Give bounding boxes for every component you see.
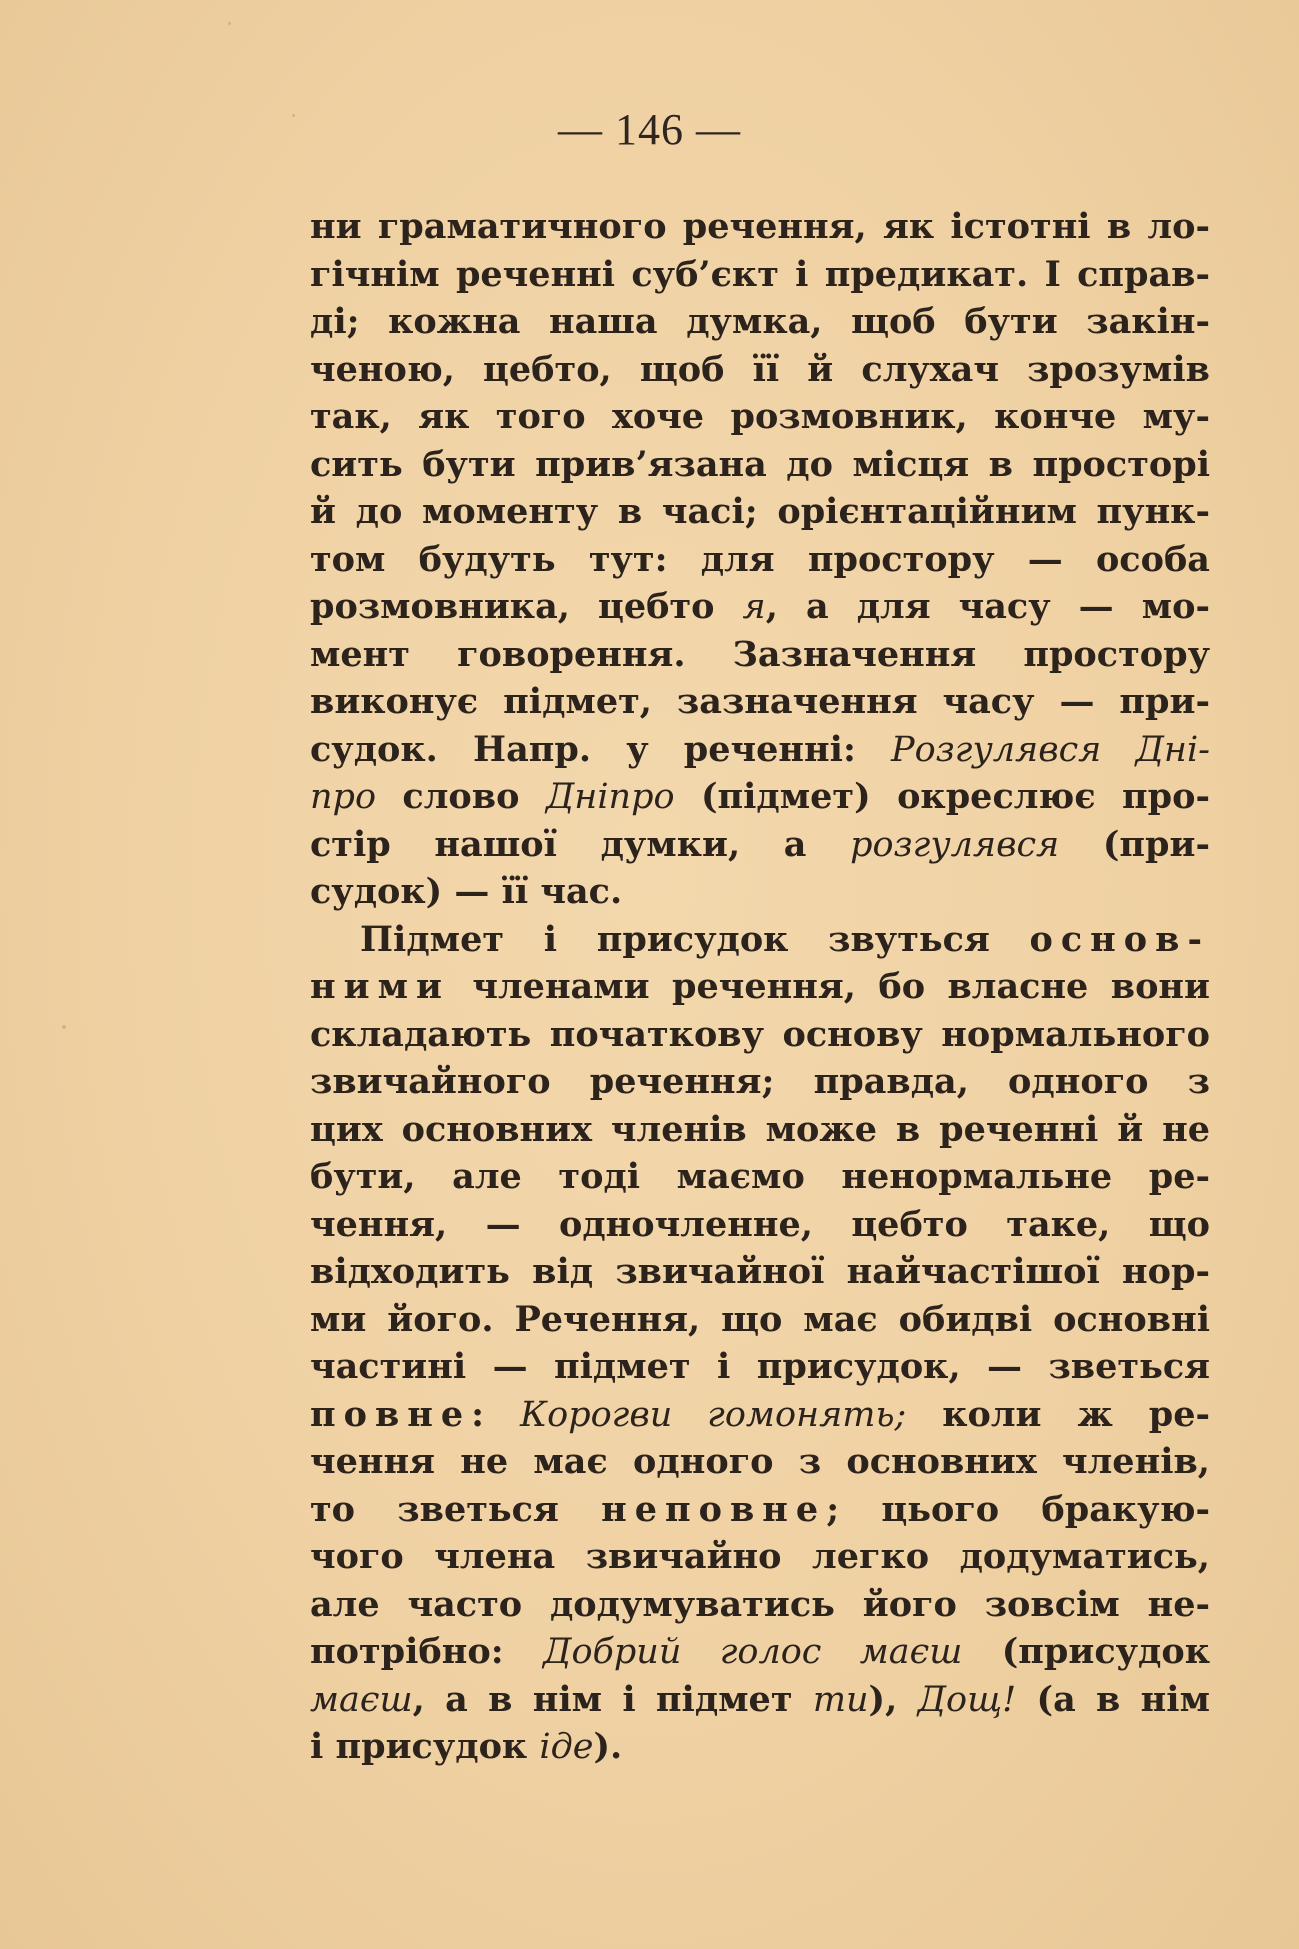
italic-example: про [310, 777, 377, 817]
text-line: про слово Дніпро (підмет) окреслює про- [310, 776, 1210, 817]
paper-speck [228, 22, 231, 25]
text-line: бути, але тоді маємо ненормальне ре- [310, 1156, 1210, 1197]
paragraph-start: Підмет і присудок звуться основ- [360, 918, 1210, 960]
text-line: судок) — її час. [310, 871, 623, 912]
italic-example: Добрий голос маєш [543, 1632, 963, 1672]
text-line: гічнім реченні суб’єкт і предикат. І справ- [310, 253, 1210, 295]
text-line: судок. Напр. у реченні: Розгулявся Дні- [310, 728, 1210, 770]
italic-example: Розгулявся Дні- [891, 729, 1210, 770]
spaced-term: повне [310, 1393, 472, 1435]
text-line: ми його. Речення, що має обидві основні [310, 1298, 1210, 1340]
page-number: — 146 — [558, 105, 741, 154]
text-line: сить бути прив’язана до місця в просторі [310, 443, 1210, 485]
text-line: ченою, цебто, щоб її й слухач зрозумів [310, 348, 1210, 390]
paper-speck [292, 114, 295, 117]
text-line: чення не має одного з основних членів, [310, 1441, 1210, 1482]
paper-speck [62, 1025, 66, 1029]
spaced-term: ними [310, 966, 450, 1007]
text-line: то зветься неповне; цього бракую- [310, 1488, 1210, 1530]
text-line: частині — підмет і присудок, — зветься [310, 1346, 1210, 1387]
text-line: й до моменту в часі; орієнтаційним пунк- [310, 491, 1210, 532]
text-line: ни граматичного речення, як істотні в ло- [310, 206, 1210, 247]
text-line: і присудок іде). [310, 1726, 623, 1767]
text-line: цих основних членів може в реченні й не [310, 1108, 1210, 1150]
body-text [310, 203, 1210, 1771]
text-line: потрібно: Добрий голос маєш (присудок [310, 1631, 1210, 1672]
text-line: чення, — одночленне, цебто таке, що [310, 1203, 1210, 1245]
italic-word: маєш [310, 1679, 413, 1720]
text-line: ними членами речення, бо власне вони [310, 966, 1210, 1007]
text-line: мент говорення. Зазначення простору [310, 633, 1210, 675]
text-line: чого члена звичайно легко додуматись, [310, 1536, 1210, 1577]
text-line: том будуть тут: для простору — особа [310, 538, 1210, 580]
text-line: повне: Корогви гомонять; коли ж ре- [310, 1393, 1210, 1435]
italic-word: розгулявся [850, 824, 1060, 865]
italic-word: я [742, 587, 766, 627]
text-line: виконує підмет, зазначення часу — при- [310, 681, 1210, 722]
text-line: складають початкову основу нормального [310, 1013, 1210, 1055]
text-line: але часто додумуватись його зовсім не- [310, 1583, 1210, 1625]
text-line: ді; кожна наша думка, щоб бути закін- [310, 301, 1210, 342]
text-line: стір нашої думки, а розгулявся (при- [310, 823, 1210, 865]
text-line: розмовника, цебто я, а для часу — мо- [310, 586, 1210, 627]
text-line: так, як того хоче розмовник, конче му- [310, 396, 1210, 437]
italic-word: іде [539, 1727, 594, 1767]
italic-example: Корогви гомонять; [520, 1394, 907, 1435]
italic-example: Дощ! [917, 1679, 1017, 1720]
spaced-term: основ- [1029, 918, 1210, 960]
italic-word: Дніпро [545, 777, 675, 817]
italic-word: ти [812, 1679, 869, 1720]
text-line: відходить від звичайної найчастішої нор- [310, 1251, 1210, 1292]
text-line: звичайного речення; правда, одного з [310, 1061, 1210, 1102]
spaced-term: неповне [601, 1488, 827, 1530]
text-line: маєш, а в нім і підмет ти), Дощ! (а в нім [310, 1678, 1210, 1720]
